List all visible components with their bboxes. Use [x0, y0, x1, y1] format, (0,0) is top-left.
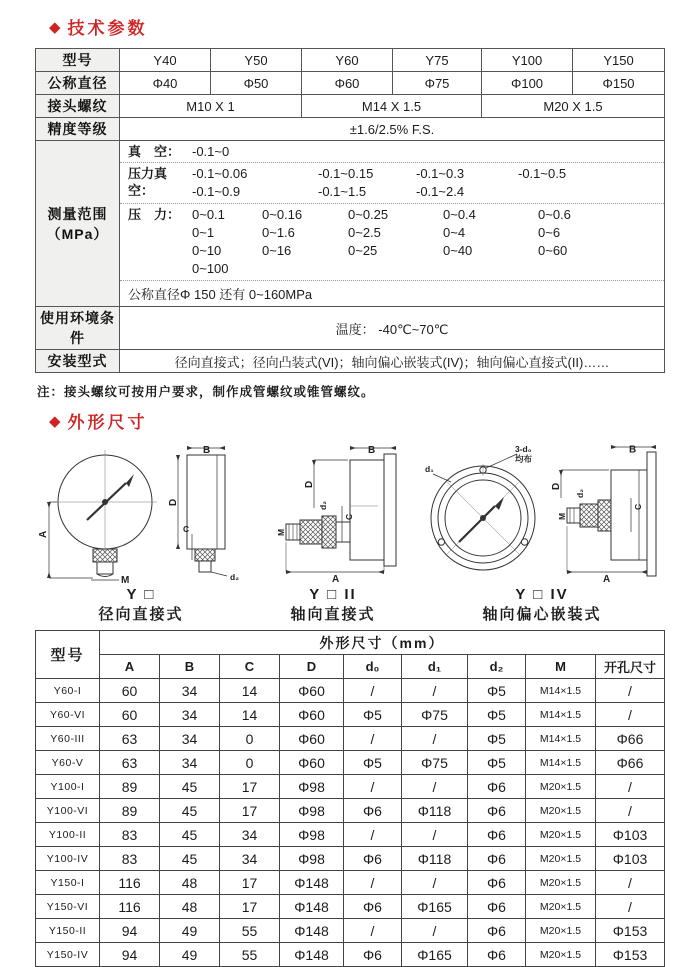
pv-value: -0.1~2.4	[416, 184, 465, 199]
value-cell: 55	[220, 919, 280, 943]
model-value: Y50	[211, 49, 302, 72]
value-cell: 89	[100, 775, 160, 799]
pressure-col	[262, 206, 348, 278]
front-label-holes-note: 均布	[515, 454, 533, 464]
dim-label-c: C	[344, 513, 354, 520]
model-row-label: 型号	[36, 49, 120, 72]
front-label-holes: 3-d₀	[515, 444, 532, 454]
diamond-icon: ◆	[49, 18, 61, 36]
pressure-value: 0~100	[192, 261, 229, 276]
value-cell: /	[344, 871, 402, 895]
pressure-value: 0~10	[192, 243, 222, 258]
value-cell: Φ148	[280, 919, 344, 943]
pressure-value: 0~60	[538, 243, 568, 258]
dim-label-d: D	[168, 498, 179, 506]
col-header-d2: d₂	[468, 655, 526, 679]
thread-value: M10 X 1	[120, 95, 302, 118]
value-cell: 63	[100, 751, 160, 775]
diameter-value: Φ150	[573, 72, 665, 95]
col-header-m: M	[526, 655, 596, 679]
value-cell: Φ5	[344, 751, 402, 775]
value-cell: 45	[160, 847, 220, 871]
value-cell: Φ103	[596, 847, 665, 871]
value-cell: 14	[220, 679, 280, 703]
value-cell: 94	[100, 943, 160, 967]
value-cell: /	[402, 775, 468, 799]
pv-col	[416, 165, 518, 201]
value-cell: 17	[220, 799, 280, 823]
value-cell: /	[344, 919, 402, 943]
dim-label-m: M	[276, 528, 286, 536]
pressure-value: 0~2.5	[348, 225, 381, 240]
value-cell: /	[344, 823, 402, 847]
model-cell: Y150-IV	[36, 943, 100, 967]
value-cell: /	[596, 799, 665, 823]
model-value: Y150	[573, 49, 665, 72]
figure-axial-eccentric	[419, 442, 665, 624]
value-cell: 49	[160, 919, 220, 943]
dim-label-a: A	[332, 574, 340, 584]
install-value: 径向直接式；径向凸装式(VI)；轴向偏心嵌装式(IV)；轴向偏心直接式(II)……	[120, 350, 665, 373]
value-cell: 34	[220, 823, 280, 847]
pressure-vacuum-label: 压力真空：	[128, 166, 168, 198]
value-cell: /	[402, 919, 468, 943]
value-cell: /	[344, 775, 402, 799]
value-cell: Φ6	[468, 943, 526, 967]
value-cell: M20×1.5	[526, 775, 596, 799]
pressure-value: 0~0.1	[192, 207, 225, 222]
value-cell: 14	[220, 703, 280, 727]
figure-axial-direct	[258, 442, 408, 624]
col-header-b: B	[160, 655, 220, 679]
dim-header-row-2	[36, 655, 665, 679]
model-cell: Y60-V	[36, 751, 100, 775]
dim-label-b: B	[368, 444, 376, 456]
value-cell: 45	[160, 823, 220, 847]
dim-label-a: A	[38, 530, 49, 538]
value-cell: Φ148	[280, 943, 344, 967]
diamond-icon: ◆	[49, 412, 61, 430]
pressure-col	[348, 206, 443, 278]
value-cell: Φ6	[344, 847, 402, 871]
value-cell: M20×1.5	[526, 919, 596, 943]
table-row	[36, 727, 665, 751]
col-header-hole: 开孔尺寸	[596, 655, 665, 679]
table-row	[36, 703, 665, 727]
table-row	[36, 679, 665, 703]
range-label-line2: （MPa）	[46, 225, 109, 242]
tech-params-title	[49, 14, 665, 39]
value-cell: /	[344, 727, 402, 751]
value-cell: M20×1.5	[526, 943, 596, 967]
value-cell: 55	[220, 943, 280, 967]
accuracy-value: ±1.6/2.5% F.S.	[120, 118, 665, 141]
pressure-line	[120, 204, 664, 281]
model-cell: Y100-VI	[36, 799, 100, 823]
value-cell: /	[402, 727, 468, 751]
figure-radial-direct	[35, 442, 247, 624]
col-header-d1: d₁	[402, 655, 468, 679]
pv-value: -0.1~0.9	[192, 184, 241, 199]
value-cell: 34	[160, 727, 220, 751]
install-row	[36, 350, 665, 373]
value-cell: M14×1.5	[526, 727, 596, 751]
thread-value: M20 X 1.5	[482, 95, 665, 118]
value-cell: Φ60	[280, 751, 344, 775]
value-cell: Φ6	[468, 799, 526, 823]
pressure-value: 0~25	[348, 243, 378, 258]
value-cell: Φ5	[468, 727, 526, 751]
diameter-value: Φ50	[211, 72, 302, 95]
value-cell: 17	[220, 871, 280, 895]
value-cell: 34	[160, 679, 220, 703]
table-row	[36, 799, 665, 823]
value-cell: Φ66	[596, 727, 665, 751]
value-cell: 60	[100, 703, 160, 727]
value-cell: /	[402, 823, 468, 847]
pressure-value: 0~0.16	[262, 207, 303, 222]
value-cell: 83	[100, 823, 160, 847]
pressure-value: 0~6	[538, 225, 561, 240]
pv-col	[192, 165, 318, 201]
value-cell: 45	[160, 799, 220, 823]
value-cell: Φ6	[468, 895, 526, 919]
dim-label-b: B	[203, 444, 211, 456]
value-cell: Φ165	[402, 943, 468, 967]
range-row	[36, 141, 665, 307]
model-cell: Y100-IV	[36, 847, 100, 871]
accuracy-row-label: 精度等级	[36, 118, 120, 141]
gauge-diagrams	[35, 442, 665, 624]
value-cell: Φ148	[280, 871, 344, 895]
thread-row	[36, 95, 665, 118]
value-cell: /	[596, 895, 665, 919]
dim-label-d2: d₂	[575, 489, 585, 498]
value-cell: 34	[160, 703, 220, 727]
table-row	[36, 919, 665, 943]
model-cell: Y60-I	[36, 679, 100, 703]
col-header-a: A	[100, 655, 160, 679]
pv-value: -0.1~1.5	[318, 184, 367, 199]
table-row	[36, 871, 665, 895]
pv-col	[318, 165, 416, 201]
diameter-row-label: 公称直径	[36, 72, 120, 95]
value-cell: Φ5	[344, 703, 402, 727]
tech-params-table	[35, 48, 665, 373]
value-cell: 116	[100, 895, 160, 919]
col-header-c: C	[220, 655, 280, 679]
model-cell: Y150-VI	[36, 895, 100, 919]
outline-dims-title	[49, 408, 665, 433]
value-cell: Φ66	[596, 751, 665, 775]
figure-axial-code: Y □ II	[309, 586, 357, 603]
value-cell: 116	[100, 871, 160, 895]
value-cell: Φ6	[344, 943, 402, 967]
figure-eccentric-code: Y □ IV	[515, 586, 569, 603]
diameter-value: Φ100	[482, 72, 573, 95]
table-row	[36, 775, 665, 799]
value-cell: 83	[100, 847, 160, 871]
value-cell: Φ153	[596, 919, 665, 943]
value-cell: M20×1.5	[526, 847, 596, 871]
value-cell: Φ6	[468, 919, 526, 943]
dim-label-d: D	[304, 480, 315, 488]
environment-value: 温度： -40℃~70℃	[120, 307, 665, 350]
thread-value: M14 X 1.5	[302, 95, 482, 118]
value-cell: M20×1.5	[526, 871, 596, 895]
value-cell: /	[596, 679, 665, 703]
pressure-value: 0~0.25	[348, 207, 389, 222]
value-cell: 94	[100, 919, 160, 943]
model-cell: Y150-I	[36, 871, 100, 895]
pressure-vacuum-line	[120, 163, 664, 204]
pressure-value: 0~0.6	[538, 207, 571, 222]
value-cell: 45	[160, 775, 220, 799]
diameter-row	[36, 72, 665, 95]
figure-radial-code: Y □	[126, 586, 156, 603]
value-cell: Φ5	[468, 751, 526, 775]
dim-label-m: M	[121, 575, 130, 584]
value-cell: 89	[100, 799, 160, 823]
table-row	[36, 751, 665, 775]
vacuum-value: -0.1~0	[192, 144, 230, 159]
col-header-d: D	[280, 655, 344, 679]
model-value: Y40	[120, 49, 211, 72]
value-cell: 49	[160, 943, 220, 967]
pressure-col	[192, 206, 262, 278]
pressure-value: 0~4	[443, 225, 466, 240]
value-cell: Φ98	[280, 847, 344, 871]
pressure-value: 0~16	[262, 243, 292, 258]
dim-label-a: A	[603, 574, 611, 584]
pv-value: -0.1~0.06	[192, 166, 248, 181]
value-cell: Φ98	[280, 775, 344, 799]
dim-label-d: D	[551, 482, 562, 490]
pressure-col	[443, 206, 538, 278]
table-row	[36, 943, 665, 967]
value-cell: /	[596, 775, 665, 799]
install-row-label: 安装型式	[36, 350, 120, 373]
value-cell: Φ6	[344, 799, 402, 823]
model-cell: Y60-VI	[36, 703, 100, 727]
range-label-line1: 测量范围	[47, 205, 108, 222]
axial-eccentric-drawing	[419, 442, 665, 584]
table-row	[36, 895, 665, 919]
value-cell: Φ6	[468, 823, 526, 847]
range-extra-note: 公称直径Φ 150 还有 0~160MPa	[128, 287, 313, 302]
value-cell: 0	[220, 727, 280, 751]
value-cell: Φ98	[280, 799, 344, 823]
model-cell: Y150-II	[36, 919, 100, 943]
environment-row-label: 使用环境条件	[36, 307, 120, 350]
diameter-value: Φ60	[302, 72, 393, 95]
pv-value: -0.1~0.5	[518, 166, 567, 181]
model-cell: Y100-II	[36, 823, 100, 847]
thread-row-label: 接头螺纹	[36, 95, 120, 118]
axial-direct-drawing	[258, 442, 408, 584]
value-cell: 34	[160, 751, 220, 775]
value-cell: 17	[220, 775, 280, 799]
value-cell: M20×1.5	[526, 823, 596, 847]
model-row	[36, 49, 665, 72]
value-cell: M20×1.5	[526, 895, 596, 919]
footnote: 注：接头螺纹可按用户要求，制作成管螺纹或锥管螺纹。	[37, 385, 375, 399]
value-cell: Φ148	[280, 895, 344, 919]
value-cell: Φ60	[280, 727, 344, 751]
pv-value: -0.1~0.3	[416, 166, 465, 181]
value-cell: Φ5	[468, 703, 526, 727]
value-cell: 48	[160, 871, 220, 895]
dim-label-c: C	[633, 503, 643, 510]
dim-label-b: B	[629, 444, 637, 456]
dim-model-header: 型号	[36, 631, 100, 679]
model-value: Y100	[482, 49, 573, 72]
value-cell: Φ6	[344, 895, 402, 919]
value-cell: Φ75	[402, 703, 468, 727]
dim-header-row-1	[36, 631, 665, 655]
value-cell: Φ60	[280, 703, 344, 727]
value-cell: Φ6	[468, 871, 526, 895]
pv-value: -0.1~0.15	[318, 166, 374, 181]
value-cell: Φ6	[468, 775, 526, 799]
diameter-value: Φ40	[120, 72, 211, 95]
tech-params-title-text: 技术参数	[67, 19, 148, 38]
dimensions-table	[35, 630, 665, 967]
environment-row	[36, 307, 665, 350]
value-cell: /	[596, 703, 665, 727]
outline-dims-title-text: 外形尺寸	[67, 413, 148, 432]
value-cell: Φ60	[280, 679, 344, 703]
value-cell: 63	[100, 727, 160, 751]
dim-label-d2: d₂	[230, 572, 239, 582]
table-row	[36, 823, 665, 847]
dim-label-c: C	[183, 524, 190, 534]
model-value: Y60	[302, 49, 393, 72]
value-cell: Φ165	[402, 895, 468, 919]
value-cell: /	[402, 679, 468, 703]
value-cell: /	[344, 679, 402, 703]
dim-label-d2: d₂	[318, 501, 328, 510]
table-row	[36, 847, 665, 871]
pressure-value: 0~1.6	[262, 225, 295, 240]
value-cell: 34	[220, 847, 280, 871]
value-cell: 60	[100, 679, 160, 703]
value-cell: 48	[160, 895, 220, 919]
dim-group-header: 外形尺寸（mm）	[100, 631, 665, 655]
front-label-d1: d₁	[425, 464, 434, 474]
value-cell: /	[402, 871, 468, 895]
value-cell: Φ118	[402, 799, 468, 823]
value-cell: Φ103	[596, 823, 665, 847]
pv-col	[518, 165, 664, 201]
range-content	[120, 141, 665, 307]
vacuum-line	[120, 141, 664, 163]
col-header-d0: d₀	[344, 655, 402, 679]
vacuum-label: 真 空：	[128, 144, 181, 159]
value-cell: Φ75	[402, 751, 468, 775]
pressure-value: 0~1	[192, 225, 215, 240]
value-cell: Φ6	[468, 847, 526, 871]
value-cell: M14×1.5	[526, 751, 596, 775]
value-cell: Φ5	[468, 679, 526, 703]
model-cell: Y100-I	[36, 775, 100, 799]
pressure-label: 压 力：	[128, 207, 181, 222]
dim-label-m: M	[557, 512, 567, 520]
figure-radial-name: 径向直接式	[98, 606, 184, 623]
pressure-value: 0~40	[443, 243, 473, 258]
value-cell: 0	[220, 751, 280, 775]
value-cell: M14×1.5	[526, 679, 596, 703]
accuracy-row	[36, 118, 665, 141]
value-cell: M14×1.5	[526, 703, 596, 727]
value-cell: Φ98	[280, 823, 344, 847]
value-cell: M20×1.5	[526, 799, 596, 823]
value-cell: /	[596, 871, 665, 895]
value-cell: Φ118	[402, 847, 468, 871]
value-cell: 17	[220, 895, 280, 919]
model-cell: Y60-III	[36, 727, 100, 751]
radial-direct-drawing	[35, 442, 247, 584]
figure-axial-name: 轴向直接式	[290, 606, 376, 623]
diameter-value: Φ75	[393, 72, 482, 95]
range-row-label	[36, 141, 120, 307]
pressure-col	[538, 206, 664, 278]
figure-eccentric-name: 轴向偏心嵌装式	[482, 606, 602, 623]
model-value: Y75	[393, 49, 482, 72]
value-cell: Φ153	[596, 943, 665, 967]
pressure-value: 0~0.4	[443, 207, 476, 222]
